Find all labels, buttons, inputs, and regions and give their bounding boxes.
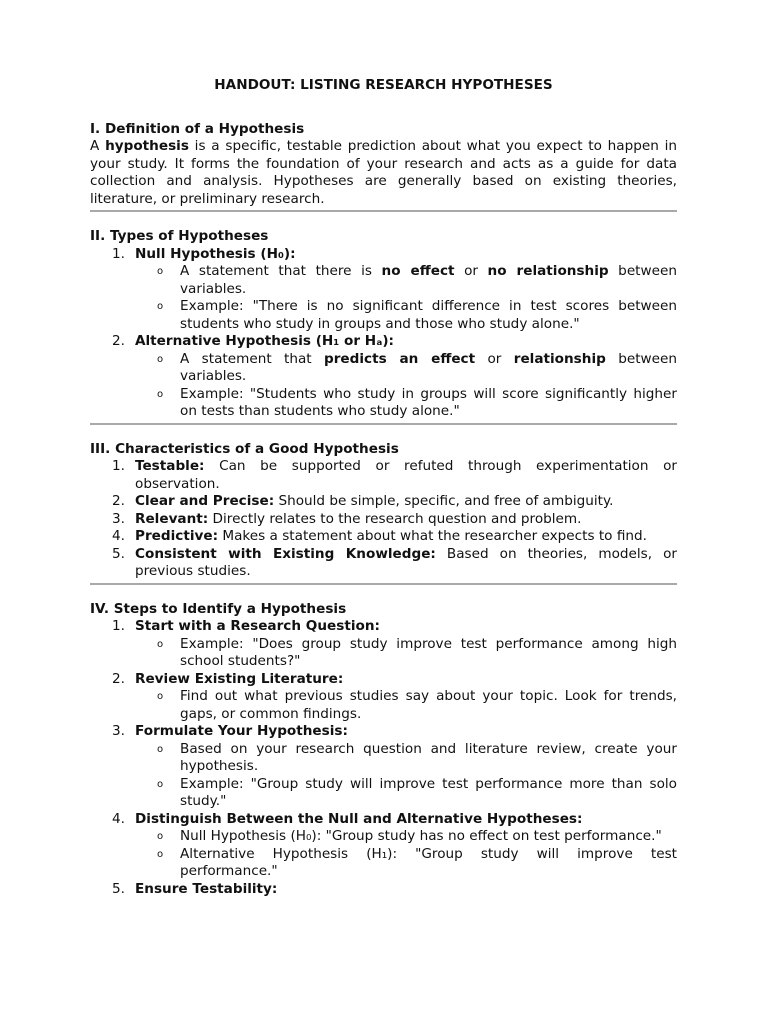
item-label: Distinguish Between the Null and Alternative Hypotheses: [135, 810, 583, 827]
sub-text: Example: "There is no significant difference in test scores between students who study in groups and those who study alone." [180, 298, 677, 332]
list-item [90, 811, 677, 881]
bold-term: no relationship [487, 263, 609, 279]
section-characteristics [90, 441, 677, 581]
sub-text: Null Hypothesis (H₀): "Group study has no effect on test performance." [180, 828, 662, 844]
list-item [90, 671, 677, 724]
bullet-marker: o [157, 831, 164, 842]
document-title: HANDOUT: LISTING RESEARCH HYPOTHESES [214, 77, 553, 93]
definition-paragraph [90, 138, 677, 208]
sub-list-item [135, 828, 677, 846]
item-number: 3. [112, 510, 125, 527]
bullet-marker: o [157, 301, 164, 312]
sub-list-item [135, 636, 677, 671]
list-item [90, 493, 677, 511]
sub-list-item [135, 298, 677, 333]
item-number: 4. [112, 810, 125, 827]
sub-list [135, 828, 677, 881]
list-item [90, 246, 677, 334]
bold-term: relationship [513, 350, 606, 367]
sub-list [135, 351, 677, 421]
item-label: Alternative Hypothesis (H₁ or Hₐ): [135, 333, 394, 349]
sub-list-item [135, 263, 677, 298]
item-number: 5. [112, 545, 125, 562]
types-list [90, 246, 677, 421]
section-divider [90, 423, 677, 425]
characteristics-list [90, 458, 677, 581]
list-item [90, 881, 677, 899]
item-label: Clear and Precise: [135, 493, 275, 509]
item-text: Based on theories, models, or previous studies. [135, 545, 677, 579]
sub-list-item [135, 688, 677, 723]
handout-content [90, 77, 677, 898]
sub-list [135, 688, 677, 723]
item-label: Predictive: [135, 528, 219, 544]
section-steps [90, 601, 677, 899]
sub-list [135, 636, 677, 671]
section-divider [90, 210, 677, 212]
item-number: 2. [112, 333, 125, 349]
list-item [90, 333, 677, 421]
bullet-marker: o [157, 638, 164, 650]
item-label: Formulate Your Hypothesis: [135, 723, 348, 739]
item-label: Review Existing Literature: [135, 670, 344, 687]
sub-list [135, 741, 677, 811]
sub-text: between variables. [180, 263, 677, 297]
steps-list [90, 618, 677, 898]
sub-list-item [135, 386, 677, 421]
sub-text: Based on your research question and literature review, create your hypothesis. [180, 740, 677, 774]
paragraph-text: A [90, 138, 106, 154]
item-text: Makes a statement about what the researcher expects to find. [218, 528, 647, 544]
bullet-marker: o [157, 388, 164, 400]
item-number: 1. [112, 618, 125, 634]
bold-term: predicts an effect [324, 350, 476, 367]
sub-list-item [135, 776, 677, 811]
item-number: 5. [112, 880, 125, 897]
item-text: Should be simple, specific, and free of ambiguity. [274, 493, 614, 509]
item-text: Can be supported or refuted through experimentation or observation. [135, 458, 677, 492]
item-number: 1. [112, 458, 125, 474]
bullet-marker: o [157, 778, 164, 790]
sub-text: A statement that [180, 350, 324, 367]
sub-text: or [475, 350, 514, 367]
bullet-marker: o [157, 353, 164, 365]
section-divider [90, 583, 677, 585]
sub-text: Alternative Hypothesis (H₁): "Group study will improve test performance." [180, 845, 677, 879]
bold-term: no effect [381, 263, 455, 279]
item-label: Consistent with Existing Knowledge: [135, 545, 436, 562]
item-label: Ensure Testability: [135, 880, 278, 897]
sub-text: Example: "Does group study improve test performance among high school students?" [180, 635, 677, 669]
sub-text: Example: "Students who study in groups will score significantly higher on tests than students who study alone." [180, 385, 677, 419]
bullet-marker: o [157, 691, 164, 702]
list-item [90, 618, 677, 671]
list-item [90, 458, 677, 493]
list-item [90, 546, 677, 581]
item-label: Start with a Research Question: [135, 618, 380, 634]
section-heading: I. Definition of a Hypothesis [90, 120, 305, 137]
sub-list-item [135, 846, 677, 881]
bullet-marker: o [157, 266, 164, 277]
section-heading: III. Characteristics of a Good Hypothesis [90, 440, 399, 457]
sub-text: Example: "Group study will improve test performance more than solo study." [180, 775, 677, 809]
item-number: 4. [112, 528, 125, 544]
item-text: Directly relates to the research question and problem. [208, 510, 582, 527]
sub-list-item [135, 741, 677, 776]
section-heading: II. Types of Hypotheses [90, 228, 269, 244]
bullet-marker: o [157, 743, 164, 755]
sub-text: between variables. [180, 350, 677, 384]
sub-list [135, 263, 677, 333]
bullet-marker: o [157, 848, 164, 860]
item-number: 1. [112, 245, 125, 262]
sub-text: A statement that there is [180, 263, 382, 279]
item-number: 2. [112, 670, 125, 687]
sub-text: Find out what previous studies say about your topic. Look for trends, gaps, or common findings. [180, 688, 677, 722]
section-types [90, 228, 677, 421]
item-label: Testable: [135, 458, 205, 474]
paragraph-text: is a specific, testable prediction about what you expect to happen in your study. It forms the foundation of your research and acts as a guide for data collection and analysis. Hypotheses are generally based on existing theories, literature, or preliminary research. [90, 138, 677, 207]
list-item [90, 723, 677, 811]
section-definition [90, 121, 677, 209]
list-item [90, 511, 677, 529]
list-item [90, 528, 677, 546]
item-label: Relevant: [135, 510, 209, 527]
section-heading: IV. Steps to Identify a Hypothesis [90, 600, 347, 617]
item-number: 3. [112, 723, 125, 739]
item-number: 2. [112, 493, 125, 509]
sub-list-item [135, 351, 677, 386]
item-label: Null Hypothesis (H₀): [135, 245, 296, 262]
bold-term: hypothesis [105, 138, 189, 154]
sub-text: or [454, 263, 488, 279]
